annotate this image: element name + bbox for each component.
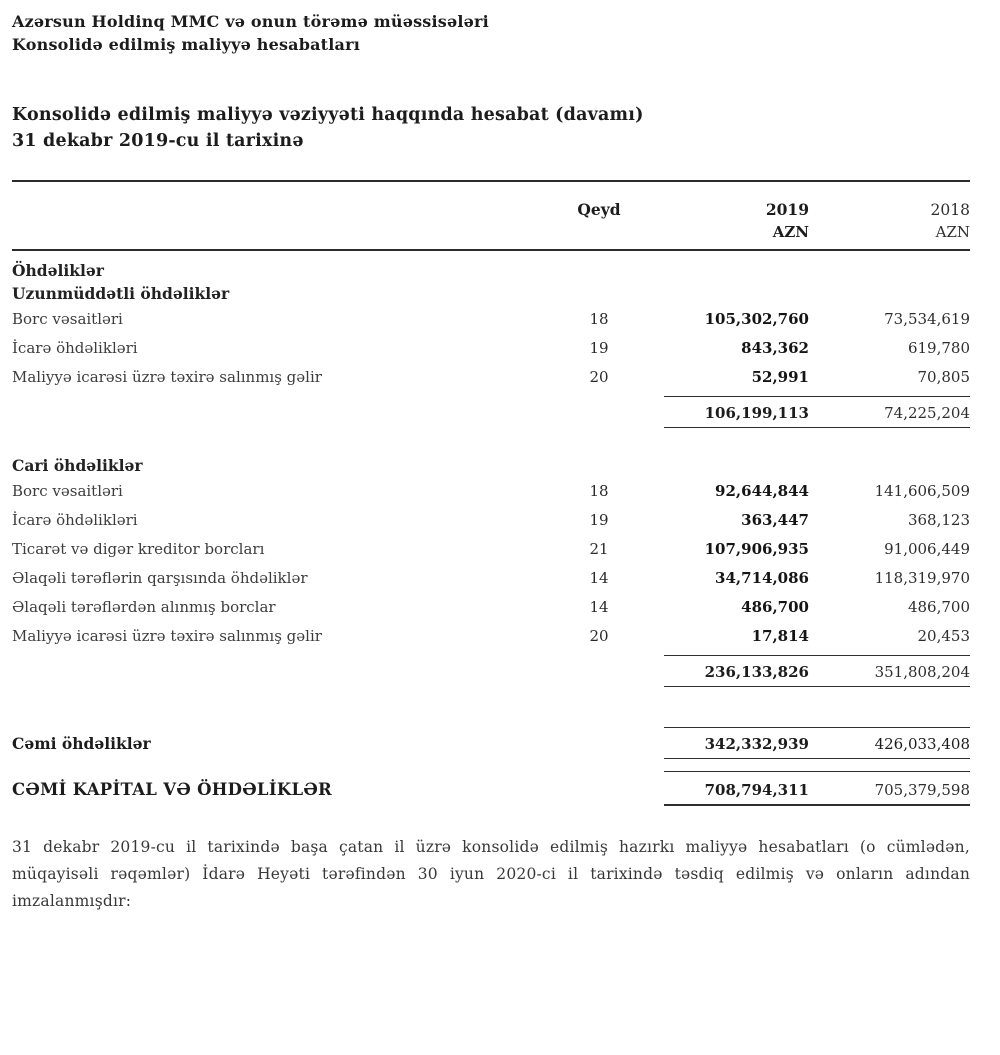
row-label: Ticarət və digər kreditor borcları: [12, 540, 265, 558]
document-header: [12, 10, 970, 56]
table-row: [12, 622, 970, 651]
row-note: 14: [589, 569, 609, 587]
row-value-2019: 34,714,086: [715, 569, 809, 587]
row-label: Borc vəsaitləri: [12, 310, 123, 328]
row-value-2018: [809, 275, 970, 276]
row-value-2019: 363,447: [741, 511, 809, 529]
row-value-2019: 52,991: [751, 368, 809, 386]
table-row: [12, 506, 970, 535]
table-row: [12, 564, 970, 593]
row-value-2018: 73,534,619: [884, 310, 970, 328]
row-value-2019: [664, 298, 809, 299]
section-row: [12, 282, 970, 305]
row-note: 20: [589, 627, 609, 645]
row-value-2018: 70,805: [917, 368, 970, 386]
row-note: 21: [589, 540, 609, 558]
row-value-2019: 105,302,760: [704, 310, 809, 328]
row-note: [534, 298, 664, 299]
row-value-2019: 107,906,935: [704, 540, 809, 558]
header-label-spacer: [12, 196, 534, 215]
row-label: [12, 417, 534, 418]
row-label: CƏMİ KAPİTAL VƏ ÖHDƏLİKLƏR: [12, 780, 333, 799]
row-value-2018: 705,379,598: [809, 771, 970, 806]
row-note: [534, 470, 664, 471]
row-note: [534, 748, 664, 749]
row-note: [534, 676, 664, 677]
table-row: [12, 593, 970, 622]
row-note: 19: [589, 339, 609, 357]
row-label: Cəmi öhdəliklər: [12, 734, 151, 753]
row-value-2019: 708,794,311: [664, 771, 809, 806]
report-type: Konsolidə edilmiş maliyyə hesabatları: [12, 35, 361, 54]
currency-note-spacer: [534, 232, 664, 237]
table-row: [12, 363, 970, 392]
row-value-2019: 236,133,826: [664, 655, 809, 687]
row-value-2019: 843,362: [741, 339, 809, 357]
company-name: Azərsun Holdinq MMC və onun törəmə müəssisələri: [12, 12, 489, 31]
column-currency-2019: AZN: [772, 223, 809, 241]
row-note: 18: [589, 310, 609, 328]
subtotal-row: [12, 396, 970, 428]
table-row: [12, 477, 970, 506]
row-note: 20: [589, 368, 609, 386]
statement-title: [12, 102, 970, 154]
spacer-row: [12, 687, 970, 713]
table-row: [12, 305, 970, 334]
row-value-2019: [664, 275, 809, 276]
row-label: İcarə öhdəlikləri: [12, 511, 138, 529]
row-note: [534, 794, 664, 795]
row-label: Uzunmüddətli öhdəliklər: [12, 284, 230, 303]
grandtotal-row: [12, 771, 970, 806]
row-value-2018: 141,606,509: [874, 482, 970, 500]
row-value-2018: 426,033,408: [809, 727, 970, 759]
row-value-2018: 351,808,204: [809, 655, 970, 687]
row-note: [534, 275, 664, 276]
row-note: [534, 417, 664, 418]
row-label: Cari öhdəliklər: [12, 456, 143, 475]
row-value-2019: 486,700: [741, 598, 809, 616]
table-row: [12, 334, 970, 363]
row-label: İcarə öhdəlikləri: [12, 339, 138, 357]
statement-title-line1: Konsolidə edilmiş maliyyə vəziyyəti haqqında hesabat (davamı): [12, 105, 644, 125]
table-currency-row: [12, 219, 970, 241]
row-note: 19: [589, 511, 609, 529]
header-divider: [12, 249, 970, 251]
section-row: [12, 259, 970, 282]
row-label: Maliyyə icarəsi üzrə təxirə salınmış gəlir: [12, 368, 322, 386]
spacer-row: [12, 428, 970, 454]
row-value-2019: 106,199,113: [664, 396, 809, 428]
column-header-2018: 2018: [930, 201, 970, 219]
row-value-2018: 91,006,449: [884, 540, 970, 558]
row-value-2018: 20,453: [917, 627, 970, 645]
row-value-2018: [809, 298, 970, 299]
row-value-2018: 118,319,970: [874, 569, 970, 587]
row-value-2019: 342,332,939: [664, 727, 809, 759]
column-currency-2018: AZN: [935, 223, 970, 241]
row-value-2018: 368,123: [907, 511, 970, 529]
approval-paragraph: 31 dekabr 2019-cu il tarixində başa çatan il üzrə konsolidə edilmiş hazırkı maliyyə hesabatları (o cümlədən, müqayisəli rəqəmlər) İdarə Heyəti tərəfindən 30 iyun 2020-ci il tarixində təsdiq edilmiş və onların adından imzalanmışdır:: [12, 838, 970, 910]
row-note: 18: [589, 482, 609, 500]
column-header-note: Qeyd: [577, 200, 621, 219]
column-header-2019: 2019: [765, 200, 809, 219]
row-value-2018: 74,225,204: [809, 396, 970, 428]
row-label: [12, 676, 534, 677]
table-rows: [12, 259, 970, 806]
row-label: Öhdəliklər: [12, 261, 104, 280]
row-note: 14: [589, 598, 609, 616]
section-row: [12, 454, 970, 477]
total-row: [12, 727, 970, 759]
row-value-2018: 486,700: [907, 598, 970, 616]
row-value-2019: 92,644,844: [715, 482, 809, 500]
row-label: Borc vəsaitləri: [12, 482, 123, 500]
currency-label-spacer: [12, 232, 534, 237]
row-value-2019: 17,814: [751, 627, 809, 645]
table-row: [12, 535, 970, 564]
row-label: Maliyyə icarəsi üzrə təxirə salınmış gəlir: [12, 627, 322, 645]
row-label: Əlaqəli tərəflərdən alınmış borclar: [12, 598, 276, 616]
subtotal-row: [12, 655, 970, 687]
row-value-2018: 619,780: [907, 339, 970, 357]
row-value-2018: [809, 470, 970, 471]
statement-title-line2: 31 dekabr 2019-cu il tarixinə: [12, 131, 304, 151]
statement-table: [12, 182, 970, 806]
row-label: Əlaqəli tərəflərin qarşısında öhdəliklər: [12, 569, 308, 587]
row-value-2019: [664, 470, 809, 471]
table-header-row: [12, 182, 970, 219]
